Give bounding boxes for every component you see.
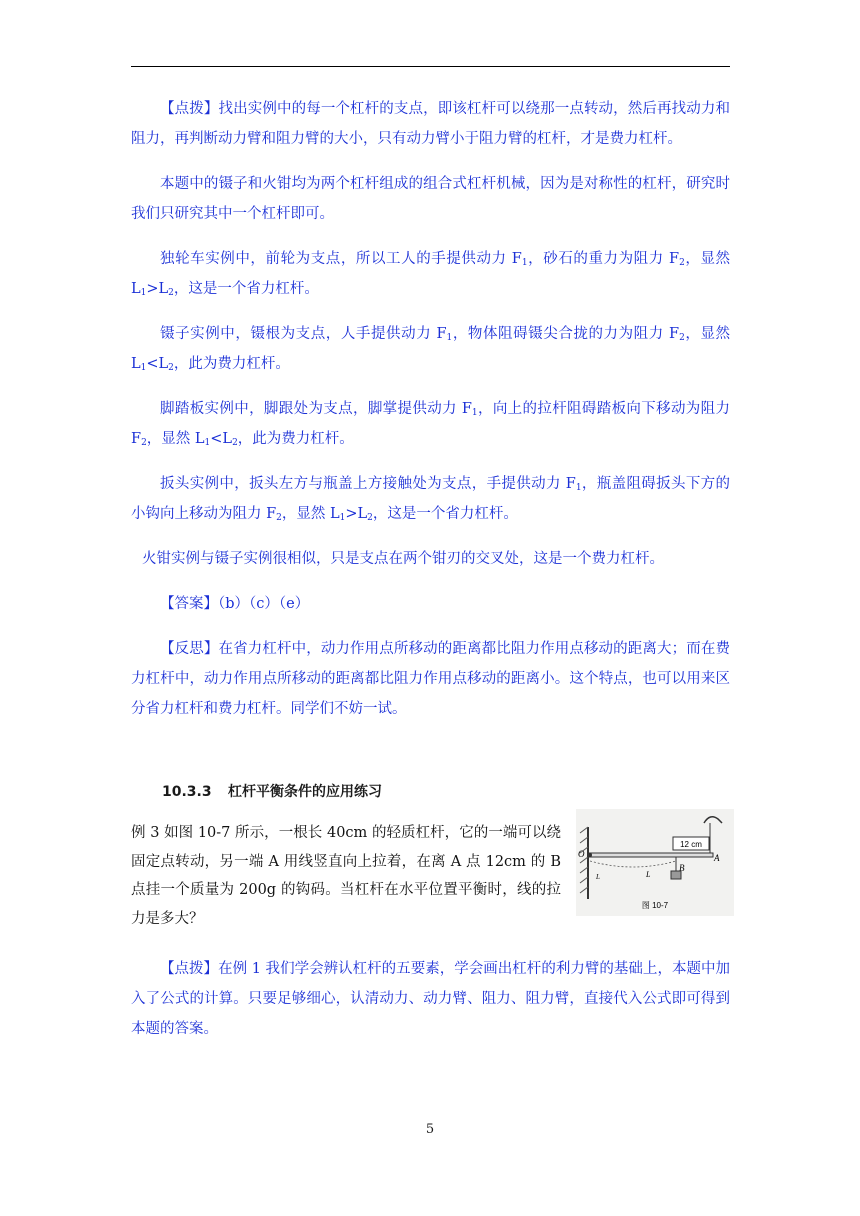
paragraph-opener xyxy=(131,469,730,529)
text-run: <L xyxy=(210,431,233,447)
text-run: ，显然 L xyxy=(281,506,340,522)
text-run: ，显然 L xyxy=(131,326,731,372)
text-run: ，这是一个省力杠杆。 xyxy=(372,506,518,522)
paragraph-2: 本题中的镊子和火钳均为两个杠杆组成的组合式杠杆机械，因为是对称性的杠杆，研究时我们只研究其中一个杠杆即可。 xyxy=(131,176,730,222)
tip-text: 找出实例中的每一个杠杆的支点，即该杠杆可以绕那一点转动，然后再找动力和阻力，再判断动力臂和阻力臂的大小，只有动力臂小于阻力臂的杠杆，才是费力杠杆。 xyxy=(131,101,731,147)
text-run: ，砂石的重力为阻力 F xyxy=(527,251,680,267)
subscript: 1 xyxy=(521,258,528,268)
text-run: 镊子实例中，镊根为支点，人手提供动力 F xyxy=(160,326,447,342)
tip-label: 【点拨】 xyxy=(160,101,219,117)
subscript: 1 xyxy=(204,438,211,448)
reflection-text: 在省力杠杆中，动力作用点所移动的距离都比阻力作用点移动的距离大；而在费力杠杆中，动力作用点所移动的距离都比阻力作用点移动的距离小。这个特点，也可以用来区分省力杠杆和费力杠杆。同学们不妨一试。 xyxy=(131,641,731,717)
section-title: 杠杆平衡条件的应用练习 xyxy=(228,784,382,800)
subscript: 1 xyxy=(140,288,147,298)
l1-arc xyxy=(590,861,676,867)
paragraph-pedal xyxy=(131,394,730,454)
subscript: 1 xyxy=(575,483,582,493)
subscript: 2 xyxy=(679,333,685,343)
example-text: 例 3 如图 10-7 所示，一根长 40cm 的轻质杠杆，它的一端可以绕固定点转动，另一端 A 用线竖直向上拉着，在离 A 点 12cm 的 B 点挂一个质量为 200g 的钩码。当杠杆在水平位置平衡时，线的拉力是多大？ xyxy=(131,825,561,927)
text-run: 脚踏板实例中，脚跟处为支点，脚掌提供动力 F xyxy=(160,401,472,417)
label-l1: L xyxy=(646,870,651,879)
answer-label: 【答案】 xyxy=(160,596,218,612)
main-content xyxy=(131,94,730,724)
tip2-text: 在例 1 我们学会辨认杠杆的五要素，学会画出杠杆的利力臂的基础上，本题中加入了公式的计算。只要足够细心，认清动力、动力臂、阻力、阻力臂，直接代入公式即可得到本题的答案。 xyxy=(131,961,730,1037)
text-run: ，瓶盖阻碍扳头下方的小钩向上移动为阻力 F xyxy=(131,476,731,522)
text-run: ，显然 L xyxy=(131,251,731,297)
text-run: ，此为费力杠杆。 xyxy=(237,431,354,447)
subscript: 2 xyxy=(141,438,147,448)
text-run: ，显然 L xyxy=(146,431,205,447)
paragraph-tongs: 火钳实例与镊子实例很相似，只是支点在两个钳刃的交叉处，这是一个费力杠杆。 xyxy=(142,551,664,567)
label-b: B xyxy=(679,863,685,873)
wall-hatch xyxy=(580,827,588,893)
label-l: L xyxy=(596,873,600,881)
section-heading xyxy=(162,781,382,801)
lever-diagram xyxy=(576,809,734,916)
label-o: O xyxy=(578,849,585,859)
text-run: ，向上的拉杆阻碍踏板向下移动为阻力 F xyxy=(131,401,730,447)
subscript: 1 xyxy=(339,513,346,523)
tip2-block xyxy=(131,954,730,1044)
reflection-paragraph xyxy=(131,634,730,724)
lever-bar xyxy=(588,853,713,857)
pivot-point xyxy=(588,853,592,857)
tip2-label: 【点拨】 xyxy=(160,961,219,977)
text-run: >L xyxy=(345,506,368,522)
section-number: 10.3.3 xyxy=(162,784,212,800)
subscript: 2 xyxy=(679,258,685,268)
subscript: 1 xyxy=(140,363,147,373)
text-run: <L xyxy=(146,356,169,372)
answer-paragraph xyxy=(131,589,730,619)
dimension-label: 12 cm xyxy=(680,840,702,849)
text-run: ，此为费力杠杆。 xyxy=(173,356,290,372)
example-block xyxy=(131,819,561,933)
text-run: 独轮车实例中，前轮为支点，所以工人的手提供动力 F xyxy=(160,251,522,267)
text-run: ，物体阻碍镊尖合拢的力为阻力 F xyxy=(452,326,680,342)
subscript: 2 xyxy=(367,513,373,523)
paragraph-tweezers xyxy=(131,319,730,379)
subscript: 2 xyxy=(168,363,174,373)
paragraph-wheelbarrow xyxy=(131,244,730,304)
lever-figure xyxy=(576,809,734,916)
subscript: 1 xyxy=(446,333,453,343)
header-rule xyxy=(131,66,730,67)
text-run: ，这是一个省力杠杆。 xyxy=(173,281,319,297)
text-run: >L xyxy=(146,281,169,297)
figure-caption: 图 10-7 xyxy=(641,901,669,910)
subscript: 2 xyxy=(232,438,238,448)
page-number: 5 xyxy=(425,1122,435,1137)
subscript: 1 xyxy=(471,408,478,418)
reflection-label: 【反思】 xyxy=(160,641,219,657)
tip-paragraph xyxy=(131,94,730,154)
answer-text: （b）（c）（e） xyxy=(218,596,310,612)
subscript: 2 xyxy=(276,513,282,523)
label-a: A xyxy=(714,853,720,863)
hand-icon xyxy=(704,817,722,823)
subscript: 2 xyxy=(168,288,174,298)
text-run: 扳头实例中，扳头左方与瓶盖上方接触处为支点，手提供动力 F xyxy=(160,476,576,492)
tip2-paragraph xyxy=(131,954,730,1044)
